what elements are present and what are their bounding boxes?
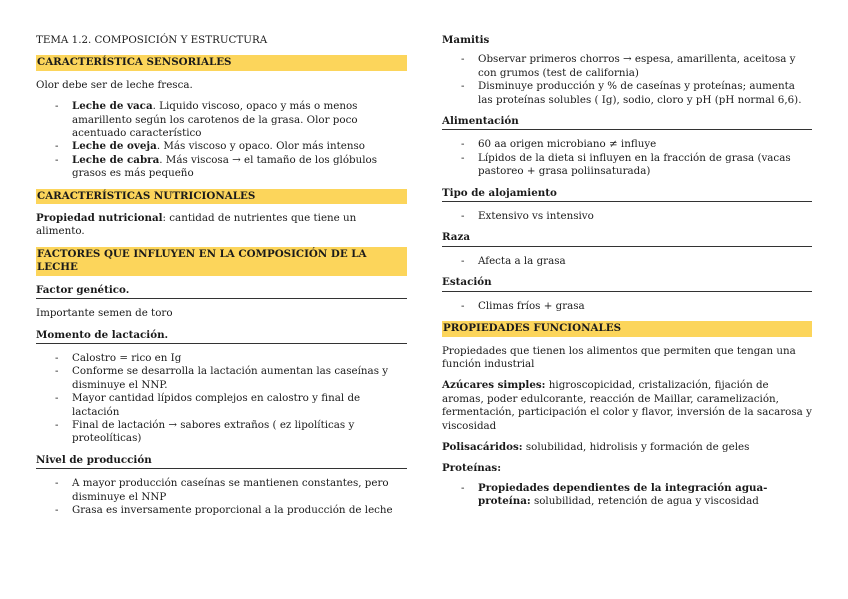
heading-raza: Raza — [442, 231, 812, 246]
list-item: - Lípidos de la dieta si influyen en la fracción de grasa (vacas pastoreo + grasa poliinsaturada) — [442, 152, 812, 179]
list-item: - A mayor producción caseínas se mantienen constantes, pero disminuye el NNP — [36, 477, 407, 504]
heading-factor-genetico: Factor genético. — [36, 284, 407, 299]
mamitis-list — [442, 53, 812, 107]
heading-estacion: Estación — [442, 276, 812, 291]
heading-proteinas: Proteínas: — [442, 462, 502, 475]
heading-momento-lactacion: Momento de lactación. — [36, 329, 407, 344]
list-item: - Final de lactación → sabores extraños ( ez lipolíticas y proteolíticas) — [36, 419, 407, 446]
document-title: TEMA 1.2. COMPOSICIÓN Y ESTRUCTURA — [36, 34, 268, 46]
raza-list — [442, 255, 812, 268]
list-item: - 60 aa origen microbiano ≠ influye — [442, 138, 812, 151]
proteinas-list — [442, 482, 812, 509]
produccion-list — [36, 477, 407, 517]
genetico-text: Importante semen de toro — [36, 307, 173, 320]
list-item: - Leche de vaca. Liquido viscoso, opaco y más o menos amarillento según los carotenos de la grasa. Olor poco acentuado característico — [36, 100, 407, 140]
heading-nivel-produccion: Nivel de producción — [36, 454, 407, 469]
azucares-paragraph: Azúcares simples: higroscopicidad, cristalización, fijación de aromas, poder edulcorante, reacción de Maillar, caramelización, fermentación, participación el color y flavor, inversión de la sacarosa y viscosidad — [442, 379, 812, 432]
list-item: - Leche de cabra. Más viscosa → el tamaño de los glóbulos grasos es más pequeño — [36, 154, 407, 181]
sensoriales-intro: Olor debe ser de leche fresca. — [36, 78, 193, 91]
polisacaridos-paragraph: Polisacáridos: solubilidad, hidrolisis y formación de geles — [442, 440, 750, 453]
list-item: - Afecta a la grasa — [442, 255, 812, 268]
heading-mamitis: Mamitis — [442, 34, 490, 46]
right-column — [442, 34, 812, 517]
sensoriales-list — [36, 100, 407, 180]
left-column — [36, 34, 407, 525]
list-item: - Climas fríos + grasa — [442, 300, 812, 313]
list-item: - Conforme se desarrolla la lactación aumentan las caseínas y disminuye el NNP. — [36, 365, 407, 392]
estacion-list — [442, 300, 812, 313]
list-item: - Calostro = rico en Ig — [36, 352, 407, 365]
heading-sensoriales: CARACTERÍSTICA SENSORIALES — [36, 55, 407, 70]
list-item: - Mayor cantidad lípidos complejos en calostro y final de lactación — [36, 392, 407, 419]
heading-factores: FACTORES QUE INFLUYEN EN LA COMPOSICIÓN DE LA LECHE — [36, 247, 407, 276]
heading-propiedades-funcionales: PROPIEDADES FUNCIONALES — [442, 321, 812, 336]
list-item: - Extensivo vs intensivo — [442, 210, 812, 223]
funcionales-intro: Propiedades que tienen los alimentos que permiten que tengan una función industrial — [442, 344, 796, 370]
lactacion-list — [36, 352, 407, 446]
heading-tipo-alojamiento: Tipo de alojamiento — [442, 187, 812, 202]
alimentacion-list — [442, 138, 812, 178]
heading-nutricionales: CARACTERÍSTICAS NUTRICIONALES — [36, 189, 407, 204]
list-item: - Observar primeros chorros → espesa, amarillenta, aceitosa y con grumos (test de california) — [442, 53, 812, 80]
list-item: - Propiedades dependientes de la integración agua-proteína: solubilidad, retención de agua y viscosidad — [442, 482, 812, 509]
list-item: - Disminuye producción y % de caseínas y proteínas; aumenta las proteínas solubles ( Ig), sodio, cloro y pH (pH normal 6,6). — [442, 80, 812, 107]
alojamiento-list — [442, 210, 812, 223]
list-item: - Leche de oveja. Más viscoso y opaco. Olor más intenso — [36, 140, 407, 153]
list-item: - Grasa es inversamente proporcional a la producción de leche — [36, 504, 407, 517]
heading-alimentacion: Alimentación — [442, 115, 812, 130]
nutricional-definition: Propiedad nutricional: cantidad de nutrientes que tiene un alimento. — [36, 212, 357, 238]
